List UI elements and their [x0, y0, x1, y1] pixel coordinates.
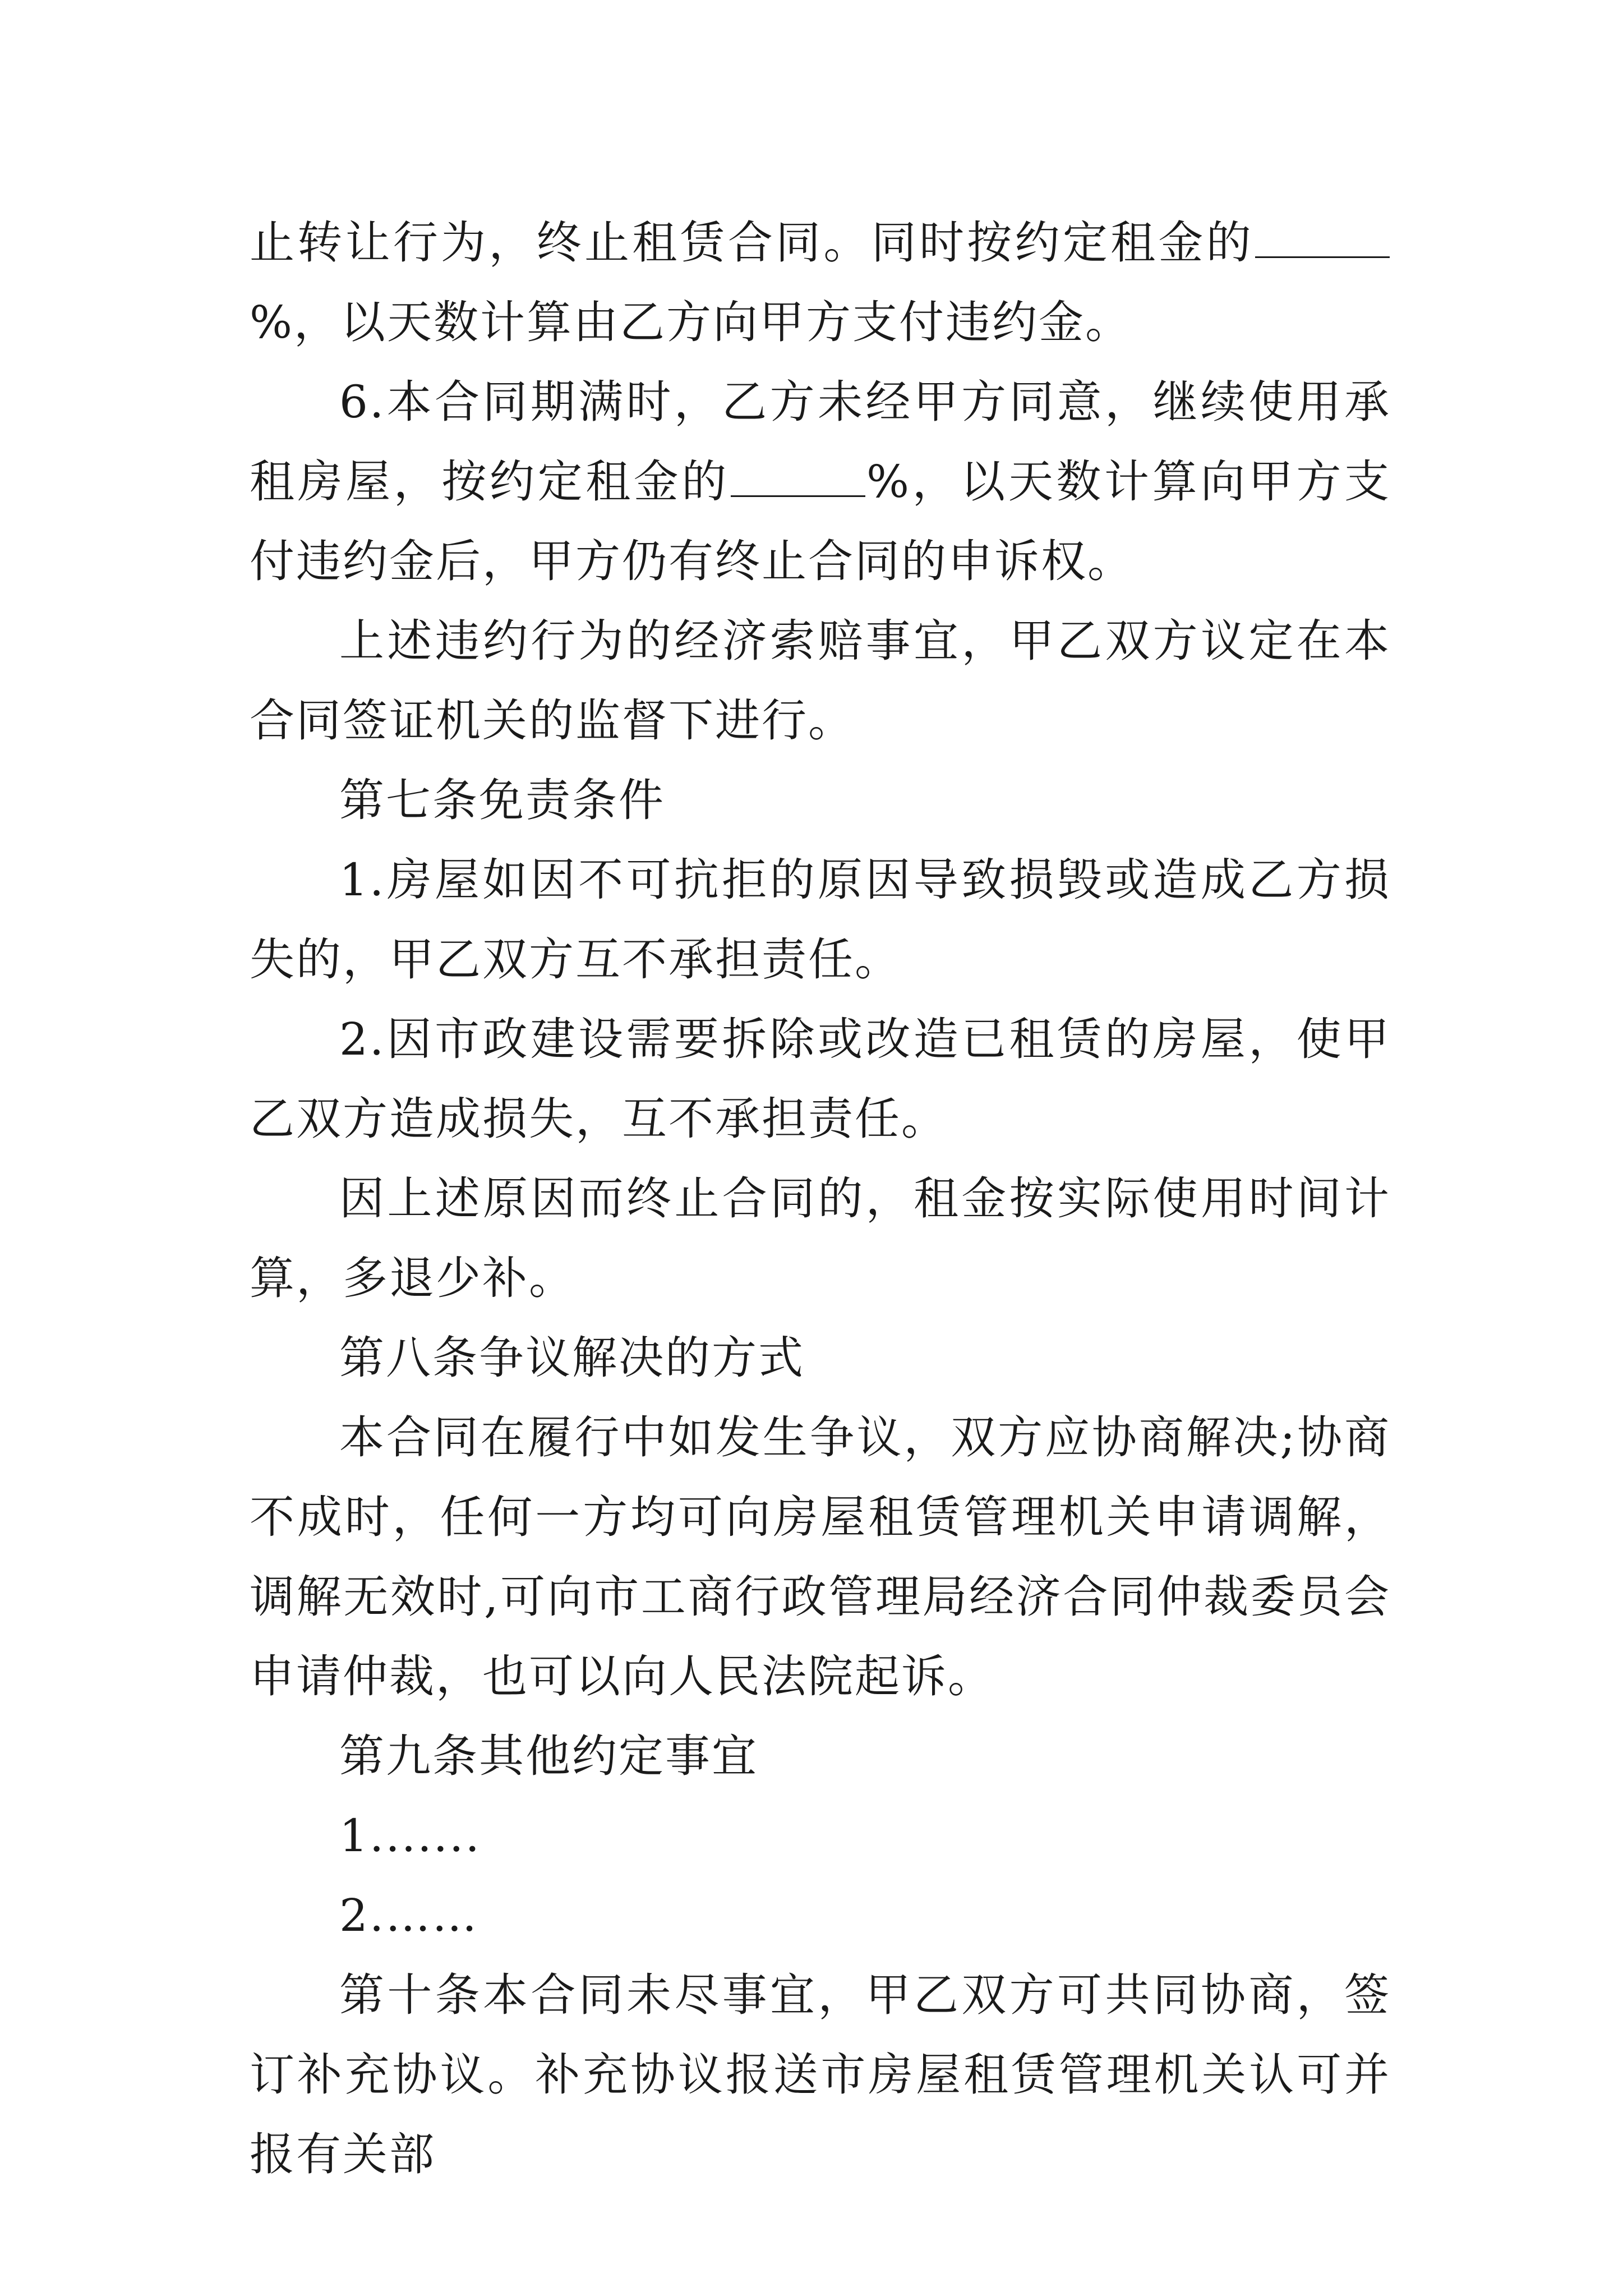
paragraph-text: 止转让行为，终止租赁合同。同时按约定租金的 [250, 217, 1254, 269]
paragraph-penalty-transfer [250, 203, 1391, 362]
list-item-1 [250, 1796, 1391, 1876]
paragraph-text: 上述违约行为的经济索赔事宜，甲乙双方议定在本合同签证机关的监督下进行。 [250, 615, 1391, 747]
paragraph-article-7-item-1 [250, 840, 1391, 1000]
paragraph-article-7-item-2 [250, 1000, 1391, 1159]
paragraph-text: %，以天数计算由乙方向甲方支付违约金。 [250, 296, 1132, 348]
paragraph-text: 1....... [339, 1810, 481, 1862]
heading-text: 第九条其他约定事宜 [339, 1730, 758, 1782]
paragraph-rent-settlement [250, 1159, 1391, 1318]
paragraph-dispute-resolution [250, 1398, 1391, 1717]
paragraph-text: %，以天数计算向甲方支付违约金后，甲方仍有终止合同的申诉权。 [250, 455, 1391, 587]
paragraph-text: 2.因市政建设需要拆除或改造已租赁的房屋，使甲乙双方造成损失，互不承担责任。 [250, 1013, 1391, 1145]
fill-in-blank[interactable] [1255, 211, 1390, 258]
section-heading-article-9 [250, 1717, 1391, 1796]
document-body [250, 203, 1391, 2194]
paragraph-item-6 [250, 362, 1391, 601]
list-item-2 [250, 1876, 1391, 1955]
fill-in-blank[interactable] [731, 450, 865, 497]
section-heading-article-8 [250, 1318, 1391, 1398]
paragraph-text: 1.房屋如因不可抗拒的原因导致损毁或造成乙方损失的，甲乙双方互不承担责任。 [250, 854, 1391, 986]
heading-text: 第八条争议解决的方式 [339, 1332, 805, 1384]
paragraph-text: 因上述原因而终止合同的，租金按实际使用时间计算，多退少补。 [250, 1172, 1391, 1304]
heading-text: 第七条免责条件 [339, 774, 665, 826]
paragraph-text: 2.…… [339, 1889, 479, 1941]
paragraph-claims [250, 601, 1391, 761]
paragraph-text: 6.本合同期满时，乙方未经甲方同意，继续使用承租房屋，按约定租金的 [250, 376, 1391, 508]
paragraph-text: 第十条本合同未尽事宜，甲乙双方可共同协商，签订补充协议。补充协议报送市房屋租赁管理机关认可并报有关部 [250, 1969, 1391, 2180]
paragraph-text: 本合同在履行中如发生争议，双方应协商解决;协商不成时，任何一方均可向房屋租赁管理机关申请调解，调解无效时,可向市工商行政管理局经济合同仲裁委员会申请仲裁，也可以向人民法院起诉。 [250, 1411, 1391, 1703]
section-heading-article-7 [250, 761, 1391, 840]
paragraph-article-10 [250, 1955, 1391, 2194]
